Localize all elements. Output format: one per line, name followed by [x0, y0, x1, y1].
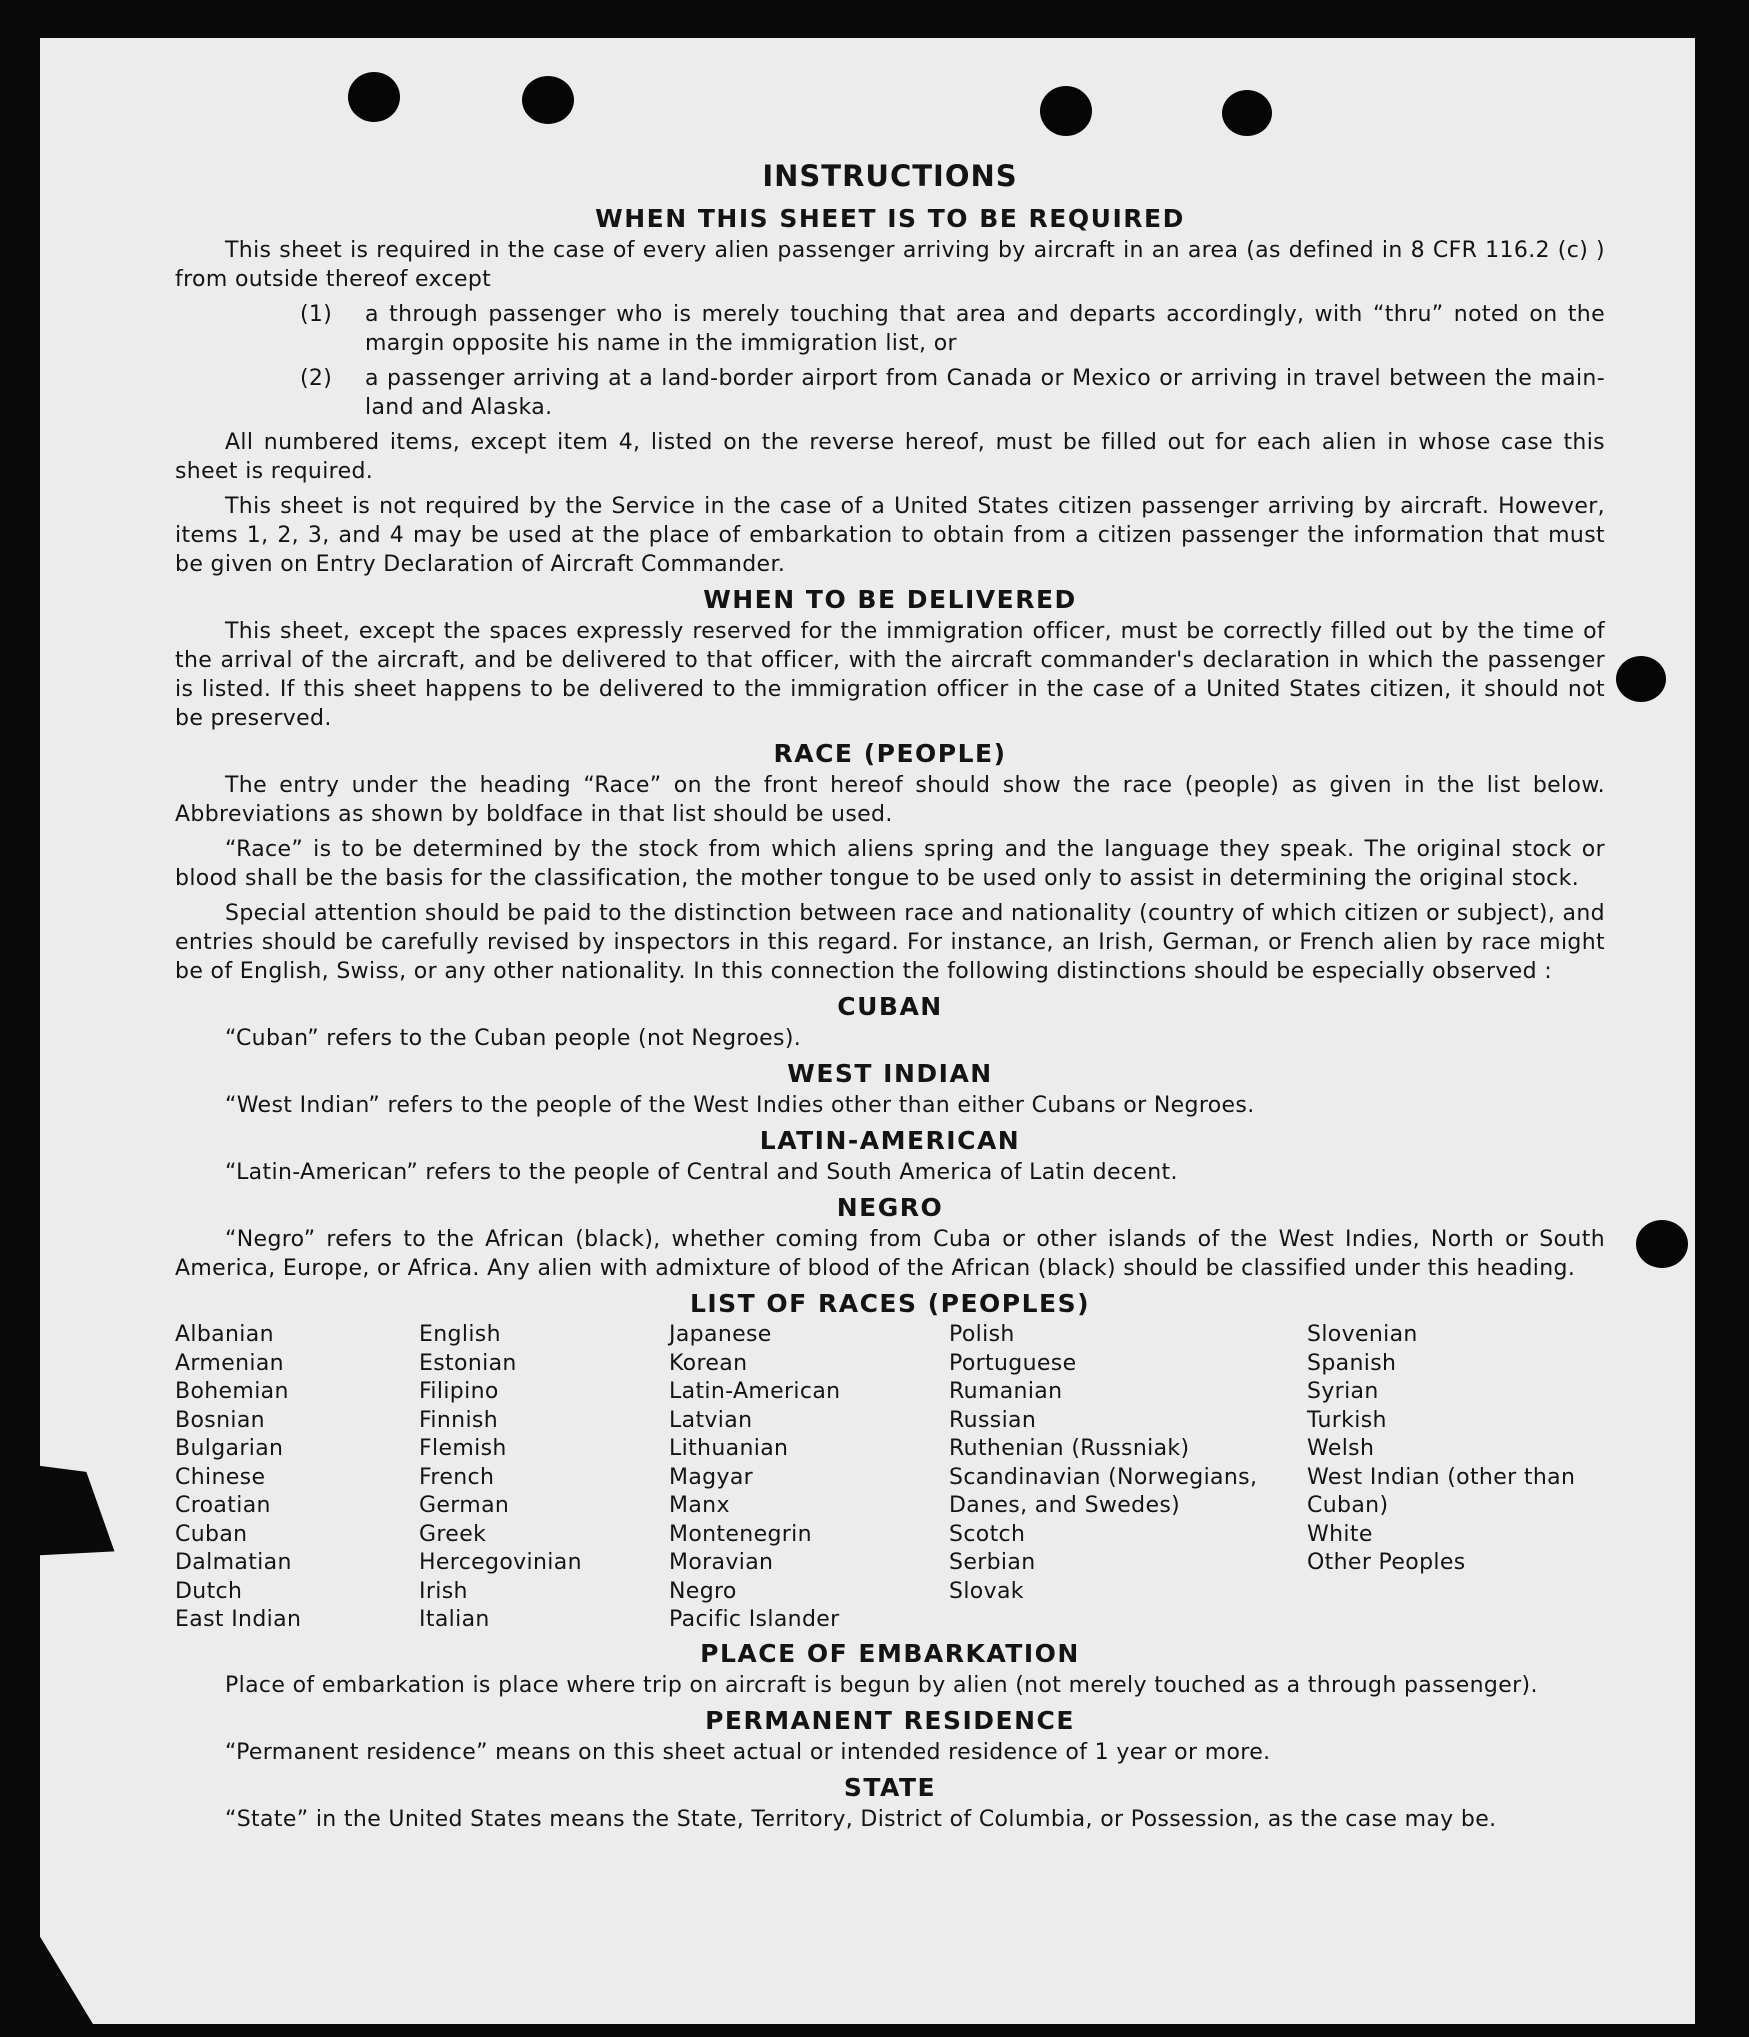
race-entry: Latin-American: [669, 1379, 841, 1404]
required-para-citizen: This sheet is not required by the Service in the case of a United States citizen passenger arriving by aircraft. However, items 1, 2, 3, and 4 may be used at the place of embarkation to obtain from a citizen passenger the information that must be given on Entry Declaration of Aircraft Commander.: [175, 494, 1605, 577]
race-entry: Montenegrin: [669, 1521, 812, 1547]
embarkation-text: Place of embarkation is place where trip on aircraft is begun by alien (not merely touched as a through passenger).: [225, 1672, 1538, 1698]
race-entry: Scotch: [949, 1521, 1026, 1547]
race-para-3: Special attention should be paid to the distinction between race and nationality (country of which citizen or subject), and entries should be carefully revised by inspectors in this regard. For instance, an Irish, German, or French alien by race might be of English, Swiss, or any other nationality. In this connection the following distinctions should be especially observed :: [175, 901, 1605, 984]
race-entry: Slovenian: [1307, 1322, 1418, 1347]
race-entry: Welsh: [1307, 1436, 1375, 1461]
heading-when-required: WHEN THIS SHEET IS TO BE REQUIRED: [595, 204, 1185, 233]
race-entry: Negro: [669, 1578, 737, 1604]
item-text: a through passenger who is merely touching that area and departs accordingly, with “thru” noted on the margin opposite his name in the immigration list, or: [365, 302, 1605, 356]
race-entry: Korean: [669, 1350, 748, 1376]
heading-latin-american: LATIN-AMERICAN: [759, 1126, 1021, 1155]
required-intro: This sheet is required in the case of every alien passenger arriving by aircraft in an area (as defined in 8 CFR 116.2 (c) ) from outside thereof except: [175, 238, 1605, 292]
heading-list-of-races: LIST OF RACES (PEOPLES): [689, 1289, 1091, 1318]
race-entry: Ruthenian (Russniak): [949, 1436, 1190, 1461]
races-list: [175, 1321, 1605, 1635]
race-entry: Greek: [419, 1521, 487, 1547]
race-entry: Pacific Islander: [669, 1607, 840, 1632]
delivered-text: This sheet, except the spaces expressly reserved for the immigration officer, must be correctly filled out by the time of the arrival of the aircraft, and be delivered to that officer, with the aircraft commander's declaration in which the passenger is listed. If this sheet happens to be delivered to the immigration officer in the case of a United States citizen, it should not be preserved.: [175, 619, 1605, 731]
item-number: (1): [300, 302, 333, 327]
exception-item: [175, 300, 1605, 358]
race-entry: Dalmatian: [175, 1550, 292, 1575]
race-entry: Finnish: [419, 1407, 499, 1433]
race-entry: Russian: [949, 1407, 1037, 1433]
race-entry: Bulgarian: [175, 1436, 284, 1461]
race-entry: Polish: [949, 1322, 1015, 1347]
required-para-items: All numbered items, except item 4, listed on the reverse hereof, must be filled out for each alien in whose case this sheet is required.: [175, 430, 1605, 484]
heading-embarkation: PLACE OF EMBARKATION: [700, 1638, 1080, 1668]
race-para-1: The entry under the heading “Race” on the front hereof should show the race (people) as given in the list below. Abbreviations as shown by boldface in that list should be used.: [175, 773, 1605, 827]
state-text: “State” in the United States means the State, Territory, District of Columbia, or Possession, as the case may be.: [225, 1806, 1497, 1832]
race-entry: White: [1307, 1521, 1373, 1547]
negro-text: “Negro” refers to the African (black), whether coming from Cuba or other islands of the West Indies, North or South America, Europe, or Africa. Any alien with admixture of blood of the African (black) should be classified under this heading.: [175, 1227, 1605, 1281]
race-entry: Cuban: [175, 1521, 248, 1547]
races-column-5: [1307, 1321, 1597, 1635]
latin-american-text: “Latin-American” refers to the people of Central and South America of Latin decent.: [225, 1160, 1178, 1185]
race-entry: German: [419, 1493, 510, 1518]
race-entry: Irish: [419, 1578, 468, 1604]
race-entry: Estonian: [419, 1350, 517, 1376]
punch-hole: [1040, 86, 1092, 136]
race-entry: Italian: [419, 1607, 490, 1632]
race-entry: Bosnian: [175, 1407, 265, 1433]
race-entry: East Indian: [175, 1607, 302, 1632]
race-entry: Scandinavian (Norwegians, Danes, and Swedes): [949, 1464, 1258, 1518]
race-entry: Turkish: [1307, 1407, 1387, 1433]
race-entry: Bohemian: [175, 1379, 289, 1404]
race-entry: West Indian (other than Cuban): [1307, 1464, 1576, 1518]
race-entry: Portuguese: [949, 1350, 1077, 1376]
heading-cuban: CUBAN: [837, 992, 943, 1021]
punch-hole: [348, 72, 400, 122]
heading-west-indian: WEST INDIAN: [787, 1059, 993, 1088]
heading-negro: NEGRO: [836, 1193, 944, 1222]
instructions-page: [175, 158, 1605, 1840]
race-entry: Latvian: [669, 1407, 753, 1433]
race-entry: Syrian: [1307, 1379, 1379, 1404]
race-entry: Flemish: [419, 1436, 507, 1461]
west-indian-text: “West Indian” refers to the people of the West Indies other than either Cubans or Negroes.: [225, 1093, 1255, 1118]
races-column-3: [669, 1321, 949, 1635]
races-column-4: [949, 1321, 1307, 1635]
race-entry: Albanian: [175, 1322, 274, 1347]
punch-hole: [1222, 90, 1272, 136]
heading-state: STATE: [843, 1772, 937, 1802]
heading-residence: PERMANENT RESIDENCE: [705, 1705, 1075, 1735]
race-entry: Hercegovinian: [419, 1550, 582, 1575]
race-entry: Manx: [669, 1493, 730, 1518]
race-entry: Chinese: [175, 1464, 266, 1490]
race-entry: Spanish: [1307, 1350, 1397, 1376]
race-entry: Lithuanian: [669, 1436, 789, 1461]
item-text: a passenger arriving at a land-border airport from Canada or Mexico or arriving in travel between the main-land and Alaska.: [365, 366, 1605, 420]
race-entry: Croatian: [175, 1493, 271, 1518]
punch-hole: [1616, 656, 1666, 702]
race-entry: Armenian: [175, 1350, 284, 1376]
race-entry: Moravian: [669, 1550, 774, 1575]
race-entry: English: [419, 1322, 501, 1347]
punch-hole: [1636, 1220, 1688, 1268]
race-entry: Filipino: [419, 1379, 499, 1404]
page-title: INSTRUCTIONS: [762, 159, 1018, 193]
item-number: (2): [300, 366, 333, 391]
heading-when-delivered: WHEN TO BE DELIVERED: [703, 585, 1077, 614]
races-column-2: [419, 1321, 669, 1635]
race-entry: Serbian: [949, 1550, 1036, 1575]
race-entry: French: [419, 1464, 495, 1490]
cuban-text: “Cuban” refers to the Cuban people (not Negroes).: [225, 1026, 802, 1051]
race-entry: Japanese: [669, 1322, 772, 1347]
race-entry: Other Peoples: [1307, 1550, 1466, 1575]
race-para-2: “Race” is to be determined by the stock from which aliens spring and the language they speak. The original stock or blood shall be the basis for the classification, the mother tongue to be used only to assist in determining the original stock.: [175, 837, 1605, 891]
exception-item: [175, 364, 1605, 422]
residence-text: “Permanent residence” means on this sheet actual or intended residence of 1 year or more.: [225, 1739, 1271, 1765]
races-column-1: [175, 1321, 419, 1635]
race-entry: Magyar: [669, 1464, 754, 1490]
race-entry: Slovak: [949, 1578, 1024, 1604]
race-entry: Dutch: [175, 1578, 243, 1604]
race-entry: Rumanian: [949, 1379, 1063, 1404]
punch-hole: [522, 76, 574, 124]
heading-race: RACE (PEOPLE): [773, 739, 1007, 768]
